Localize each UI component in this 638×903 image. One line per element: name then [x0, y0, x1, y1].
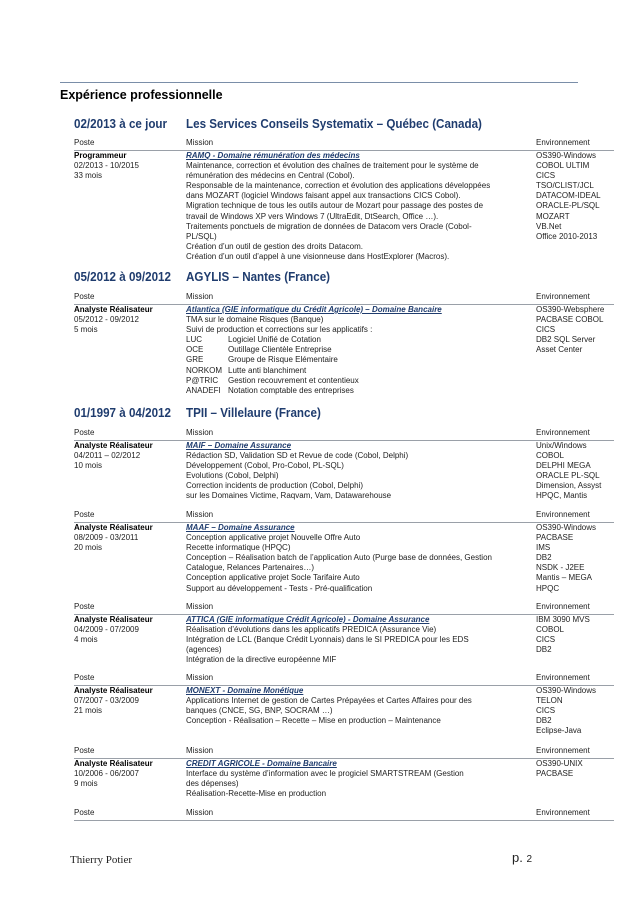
mission-line: Création d’un outil d’appel à une visionneuse dans HostExplorer (Macros).: [186, 251, 450, 261]
item-desc: Outillage Clientèle Entreprise: [228, 345, 332, 355]
mission-item: [186, 376, 531, 386]
role-dates: 04/2011 – 02/2012: [74, 451, 141, 461]
env-item: COBOL ULTIM: [536, 161, 590, 171]
mission-line: Responsable de la maintenance, correction et évolution des applications développées: [186, 181, 491, 191]
mission-line: Rédaction SD, Validation SD et Revue de code (Cobol, Delphi): [186, 451, 409, 461]
env-item: PACBASE: [536, 769, 574, 779]
env-item: Office 2010-2013: [536, 231, 598, 241]
env-item: CICS: [536, 706, 556, 716]
header-environnement: Environnement: [536, 602, 590, 611]
table-header: [74, 510, 614, 523]
mission-item: [186, 366, 531, 376]
env-item: DELPHI MEGA: [536, 461, 591, 471]
env-item: DATACOM-IDEAL: [536, 191, 601, 201]
header-poste: Poste: [74, 746, 95, 755]
item-desc: Logiciel Unifié de Cotation: [228, 335, 321, 345]
role-title: Analyste Réalisateur: [74, 305, 153, 314]
mission-cell: [186, 305, 531, 396]
env-item: COBOL: [536, 451, 565, 461]
mission-title: CREDIT AGRICOLE - Domaine Bancaire: [186, 759, 337, 768]
mission-line: Suivi de production et corrections sur les applicatifs :: [186, 325, 373, 335]
role-dates: 07/2007 - 03/2009: [74, 696, 139, 706]
env-item: PACBASE: [536, 533, 574, 543]
environnement-cell: [536, 305, 616, 355]
header-environnement: Environnement: [536, 808, 590, 817]
job-header: [74, 270, 614, 288]
env-item: CICS: [536, 325, 556, 335]
mission-line: Réalisation d’évolutions dans les applicatifs PREDICA (Assurance Vie): [186, 625, 437, 635]
mission-item: [186, 386, 531, 396]
header-environnement: Environnement: [536, 510, 590, 519]
mission-cell: [186, 441, 531, 502]
mission-title: Atlantica (GIE informatique du Crédit Agricole) – Domaine Bancaire: [186, 305, 442, 314]
mission-line: Création d’un outil de gestion des droits Datacom.: [186, 241, 363, 251]
env-item: OS390-UNIX: [536, 759, 583, 768]
page-prefix: p.: [512, 850, 523, 865]
mission-line: Support au développement - Tests - Pré-qualification: [186, 583, 373, 593]
env-item: TELON: [536, 696, 563, 706]
env-item: VB.Net: [536, 221, 562, 231]
role-title: Analyste Réalisateur: [74, 759, 153, 768]
env-item: COBOL: [536, 625, 565, 635]
mission-line: (agences): [186, 645, 222, 655]
header-mission: Mission: [186, 602, 214, 611]
mission-title: RAMQ - Domaine rémunération des médecins: [186, 151, 360, 160]
job-period: 01/1997 à 04/2012: [74, 406, 171, 420]
item-code: LUC: [186, 335, 203, 345]
mission-title: MONEXT - Domaine Monétique: [186, 686, 304, 695]
item-desc: Gestion recouvrement et contentieux: [228, 375, 359, 385]
mission-line: travail de Windows XP vers Windows 7 (UltraEdit, DtSearch, Office …).: [186, 211, 439, 221]
header-environnement: Environnement: [536, 673, 590, 682]
header-mission: Mission: [186, 138, 214, 147]
item-desc: Notation comptable des entreprises: [228, 385, 354, 395]
job-period: 02/2013 à ce jour: [74, 117, 168, 131]
header-poste: Poste: [74, 138, 95, 147]
env-item: HPQC: [536, 583, 560, 593]
role-title: Analyste Réalisateur: [74, 686, 153, 695]
environnement-cell: [536, 523, 616, 594]
env-item: Mantis – MEGA: [536, 573, 593, 583]
poste-cell: [74, 759, 182, 789]
mission-line: Evolutions (Cobol, Delphi): [186, 471, 279, 481]
environnement-cell: [536, 615, 616, 655]
environnement-cell: [536, 686, 616, 736]
mission-item: [186, 335, 531, 345]
poste-cell: [74, 305, 182, 335]
header-mission: Mission: [186, 428, 214, 437]
role-duration: 4 mois: [74, 635, 98, 645]
mission-line: Applications Internet de gestion de Cartes Prépayées et Cartes Affaires pour des: [186, 696, 472, 706]
env-item: DB2 SQL Server: [536, 335, 596, 345]
environnement-cell: [536, 759, 616, 779]
mission-cell: [186, 615, 531, 665]
item-desc: Groupe de Risque Elémentaire: [228, 355, 338, 365]
env-item: OS390-Windows: [536, 523, 597, 532]
mission-line: Réalisation-Recette-Mise en production: [186, 789, 327, 799]
env-item: CICS: [536, 635, 556, 645]
table-header: [74, 673, 614, 686]
header-poste: Poste: [74, 673, 95, 682]
poste-cell: [74, 686, 182, 716]
mission-line: Développement (Cobol, Pro-Cobol, PL-SQL): [186, 461, 344, 471]
env-item: IMS: [536, 543, 551, 553]
env-item: NSDK - J2EE: [536, 563, 585, 573]
header-mission: Mission: [186, 808, 214, 817]
role-dates: 04/2009 - 07/2009: [74, 625, 139, 635]
mission-line: PL/SQL): [186, 231, 217, 241]
job-company: AGYLIS – Nantes (France): [186, 270, 331, 284]
footer-page-number: [512, 850, 532, 865]
env-item: CICS: [536, 171, 556, 181]
mission-item: [186, 355, 531, 365]
job-company: TPII – Villelaure (France): [186, 406, 321, 420]
mission-cell: [186, 686, 531, 726]
job-header: [74, 406, 614, 424]
poste-cell: [74, 615, 182, 645]
header-poste: Poste: [74, 808, 95, 817]
env-item: DB2: [536, 716, 552, 726]
header-mission: Mission: [186, 292, 214, 301]
mission-line: des dépenses): [186, 779, 239, 789]
mission-line: Interface du système d’information avec le progiciel SMARTSTREAM (Gestion: [186, 769, 464, 779]
mission-line: Conception applicative projet Socle Tarifaire Auto: [186, 573, 360, 583]
env-item: Dimension, Assyst: [536, 481, 602, 491]
item-desc: Lutte anti blanchiment: [228, 365, 307, 375]
top-rule: [60, 82, 578, 83]
mission-line: Migration technique de tous les outils autour de Mozart pour passage des postes de: [186, 201, 484, 211]
header-mission: Mission: [186, 673, 214, 682]
role-duration: 10 mois: [74, 461, 103, 471]
header-environnement: Environnement: [536, 292, 590, 301]
table-header: [74, 746, 614, 759]
header-mission: Mission: [186, 510, 214, 519]
env-item: MOZART: [536, 211, 570, 221]
mission-title: MAIF – Domaine Assurance: [186, 441, 292, 450]
header-poste: Poste: [74, 602, 95, 611]
role-title: Analyste Réalisateur: [74, 615, 153, 624]
job-period: 05/2012 à 09/2012: [74, 270, 171, 284]
page-number: 2: [526, 854, 533, 865]
mission-line: Correction incidents de production (Cobol, Delphi): [186, 481, 363, 491]
mission-cell: [186, 151, 531, 262]
env-item: DB2: [536, 553, 552, 563]
table-header: [74, 138, 614, 151]
header-mission: Mission: [186, 746, 214, 755]
mission-line: Intégration de LCL (Banque Crédit Lyonnais) dans le SI PREDICA pour les EDS: [186, 635, 469, 645]
role-dates: 10/2006 - 06/2007: [74, 769, 139, 779]
table-header: [74, 292, 614, 305]
header-environnement: Environnement: [536, 428, 590, 437]
mission-line: banques (CNCE, SG, BNP, SOCRAM …): [186, 706, 333, 716]
table-header: [74, 602, 614, 615]
env-item: OS390-Windows: [536, 686, 597, 695]
env-item: OS390-Websphere: [536, 305, 605, 314]
env-item: HPQC, Mantis: [536, 491, 588, 501]
item-code: P@TRIC: [186, 375, 219, 385]
env-item: TSO/CLIST/JCL: [536, 181, 594, 191]
role-duration: 5 mois: [74, 325, 98, 335]
mission-line: Catalogue, Relances Partenaires…): [186, 563, 315, 573]
env-item: ORACLE PL-SQL: [536, 471, 600, 481]
env-item: Eclipse-Java: [536, 726, 582, 736]
env-item: Asset Center: [536, 345, 583, 355]
role-dates: 08/2009 - 03/2011: [74, 533, 139, 543]
env-item: IBM 3090 MVS: [536, 615, 590, 624]
table-header: [74, 428, 614, 441]
item-code: ANADEFI: [186, 385, 221, 395]
mission-cell: [186, 523, 531, 594]
mission-title: ATTICA (GIE informatique Crédit Agricole) - Domaine Assurance: [186, 615, 430, 624]
env-item: DB2: [536, 645, 552, 655]
mission-title: MAAF – Domaine Assurance: [186, 523, 295, 532]
mission-line: Recette informatique (HPQC): [186, 543, 291, 553]
header-environnement: Environnement: [536, 138, 590, 147]
mission-line: Conception applicative projet Nouvelle Offre Auto: [186, 533, 361, 543]
header-poste: Poste: [74, 510, 95, 519]
mission-cell: [186, 759, 531, 799]
env-item: Unix/Windows: [536, 441, 587, 450]
mission-line: Traitements ponctuels de migration de données de Datacom vers Oracle (Cobol-: [186, 221, 472, 231]
mission-line: Intégration de la directive européenne MIF: [186, 655, 337, 665]
item-code: OCE: [186, 345, 204, 355]
mission-line: dans MOZART (logiciel Windows faisant appel aux transactions CICS Cobol).: [186, 191, 461, 201]
role-title: Analyste Réalisateur: [74, 523, 153, 532]
header-environnement: Environnement: [536, 746, 590, 755]
env-item: ORACLE-PL/SQL: [536, 201, 600, 211]
environnement-cell: [536, 151, 616, 242]
item-code: NORKOM: [186, 365, 222, 375]
item-code: GRE: [186, 355, 204, 365]
poste-cell: [74, 441, 182, 471]
footer-author: Thierry Potier: [70, 854, 133, 866]
mission-line: Conception – Réalisation batch de l’application Auto (Purge base de données, Gestion: [186, 553, 492, 563]
job-header: [74, 117, 614, 135]
role-title: Programmeur: [74, 151, 127, 160]
header-poste: Poste: [74, 292, 95, 301]
environnement-cell: [536, 441, 616, 502]
header-poste: Poste: [74, 428, 95, 437]
mission-line: Maintenance, correction et évolution des chaînes de traitement pour le système de: [186, 161, 479, 171]
role-duration: 33 mois: [74, 171, 103, 181]
env-item: OS390-Windows: [536, 151, 597, 160]
section-title: Expérience professionnelle: [60, 88, 223, 102]
poste-cell: [74, 151, 182, 181]
mission-line: sur les Domaines Victime, Raqvam, Vam, Datawarehouse: [186, 491, 392, 501]
job-company: Les Services Conseils Systematix – Québec (Canada): [186, 117, 482, 131]
role-dates: 05/2012 - 09/2012: [74, 315, 139, 325]
role-duration: 20 mois: [74, 543, 103, 553]
role-dates: 02/2013 - 10/2015: [74, 161, 139, 171]
mission-line: Conception - Réalisation – Recette – Mise en production – Maintenance: [186, 716, 441, 726]
env-item: PACBASE COBOL: [536, 315, 604, 325]
mission-line: TMA sur le domaine Risques (Banque): [186, 315, 324, 325]
role-title: Analyste Réalisateur: [74, 441, 153, 450]
role-duration: 21 mois: [74, 706, 103, 716]
poste-cell: [74, 523, 182, 553]
mission-item: [186, 345, 531, 355]
mission-line: rémunération des médecins en Central (Cobol).: [186, 171, 355, 181]
table-header: [74, 808, 614, 821]
role-duration: 9 mois: [74, 779, 98, 789]
